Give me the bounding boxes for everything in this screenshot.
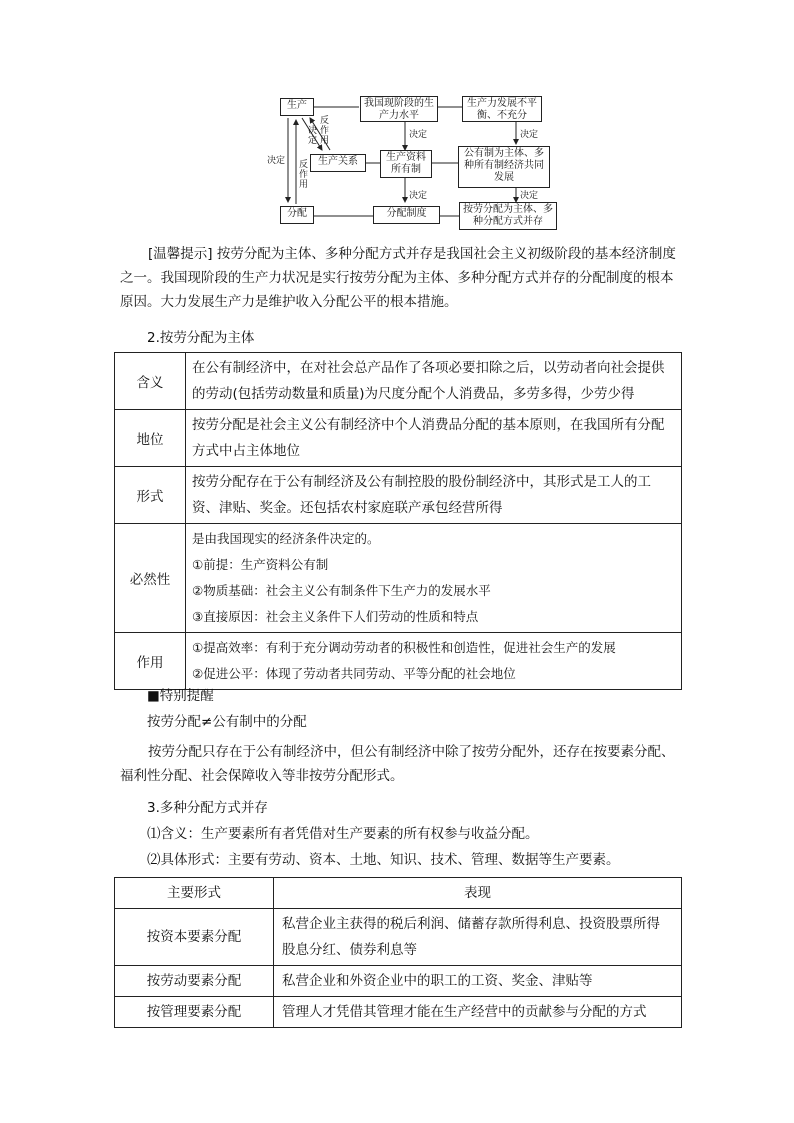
factor-distribution-table bbox=[114, 877, 682, 1028]
tip-text: 按劳分配为主体、多种分配方式并存是我国社会主义初级阶段的基本经济制度之一。我国现阶段的生产力状况是实行按劳分配为主体、多种分配方式并存的分配制度的根本原因。大力发展生产力是维护收入分配公平的根本措施。 bbox=[120, 246, 676, 310]
cell: 管理人才凭借其管理才能在生产经营中的贡献参与分配的方式 bbox=[274, 997, 682, 1028]
row-line: 在公有制经济中，在对社会总产品作了各项必要扣除之后，以劳动者向社会提供的劳动(包括劳动数量和质量)为尺度分配个人消费品，多劳多得，少劳少得 bbox=[192, 360, 665, 402]
special-title: ■特别提醒 bbox=[147, 688, 214, 704]
label-decide-left: 决定 bbox=[267, 156, 286, 166]
row-content bbox=[186, 524, 682, 633]
cell: 私营企业主获得的税后利润、储蓄存款所得利息、投资股票所得股息分红、债券利息等 bbox=[274, 909, 682, 966]
box-production: 生产 bbox=[280, 98, 314, 116]
section-2-heading: 2.按劳分配为主体 bbox=[147, 330, 255, 346]
section-3-heading: 3.多种分配方式并存 bbox=[147, 800, 268, 816]
special-line2: 按劳分配只存在于公有制经济中，但公有制经济中除了按劳分配外，还存在按要素分配、福利性分配、社会保障收入等非按劳分配形式。 bbox=[120, 744, 675, 784]
table-row bbox=[115, 410, 682, 467]
label-decide-mid1: 决定 bbox=[409, 130, 428, 140]
row-head: 必然性 bbox=[115, 524, 186, 633]
row-line: ②促进公平：体现了劳动者共同劳动、平等分配的社会地位 bbox=[192, 666, 516, 681]
row-content bbox=[186, 467, 682, 524]
table-row bbox=[115, 353, 682, 410]
box-ownership: 生产资料所有制 bbox=[380, 150, 432, 178]
table-row bbox=[115, 966, 682, 997]
table-row bbox=[115, 524, 682, 633]
box-distribution: 分配 bbox=[280, 206, 314, 224]
row-line: 按劳分配是社会主义公有制经济中个人消费品分配的基本原则，在我国所有分配方式中占主体地位 bbox=[192, 417, 665, 459]
cell: 按管理要素分配 bbox=[115, 997, 274, 1028]
label-react-diag: 反作用 bbox=[320, 116, 330, 146]
row-line: 按劳分配存在于公有制经济及公有制控股的股份制经济中，其形式是工人的工资、津贴、奖金。还包括农村家庭联产承包经营所得 bbox=[192, 474, 651, 516]
table-row bbox=[115, 633, 682, 690]
row-content bbox=[186, 633, 682, 690]
row-head: 作用 bbox=[115, 633, 186, 690]
row-line: ①前提：生产资料公有制 bbox=[192, 557, 329, 572]
box-stage-level: 我国现阶段的生产力水平 bbox=[360, 96, 438, 122]
tip-label: [温馨提示] bbox=[148, 246, 213, 262]
row-line: ②物质基础：社会主义公有制条件下生产力的发展水平 bbox=[192, 583, 491, 598]
box-relations: 生产关系 bbox=[310, 154, 366, 172]
label-react-left: 反作用 bbox=[299, 160, 309, 190]
row-head: 含义 bbox=[115, 353, 186, 410]
label-decide-mid2: 决定 bbox=[409, 191, 428, 201]
special-line1: 按劳分配≠公有制中的分配 bbox=[147, 714, 307, 730]
row-line: ①提高效率：有利于充分调动劳动者的积极性和创造性，促进社会生产的发展 bbox=[192, 640, 616, 655]
box-labor-dist: 按劳分配为主体、多种分配方式并存 bbox=[459, 202, 557, 230]
table-row bbox=[115, 467, 682, 524]
row-line: 是由我国现实的经济条件决定的。 bbox=[192, 531, 380, 546]
column-header: 表现 bbox=[274, 878, 682, 909]
item-2: ⑵具体形式：主要有劳动、资本、土地、知识、技术、管理、数据等生产要素。 bbox=[147, 852, 620, 868]
concept-diagram bbox=[267, 92, 570, 232]
labor-distribution-table bbox=[114, 352, 682, 690]
cell: 私营企业和外资企业中的职工的工资、奖金、津贴等 bbox=[274, 966, 682, 997]
row-content bbox=[186, 353, 682, 410]
cell: 按资本要素分配 bbox=[115, 909, 274, 966]
row-line: ③直接原因：社会主义条件下人们劳动的性质和特点 bbox=[192, 609, 479, 624]
label-decide-diag: 决定 bbox=[308, 126, 318, 146]
table-row bbox=[115, 909, 682, 966]
item-1: ⑴含义：生产要素所有者凭借对生产要素的所有权参与收益分配。 bbox=[147, 826, 539, 842]
table-row bbox=[115, 997, 682, 1028]
label-decide-right1: 决定 bbox=[520, 130, 539, 140]
box-dist-system: 分配制度 bbox=[373, 206, 440, 224]
table-header-row bbox=[115, 878, 682, 909]
row-content bbox=[186, 410, 682, 467]
label-decide-right2: 决定 bbox=[520, 191, 539, 201]
tip-paragraph bbox=[120, 242, 684, 314]
row-head: 地位 bbox=[115, 410, 186, 467]
row-head: 形式 bbox=[115, 467, 186, 524]
column-header: 主要形式 bbox=[115, 878, 274, 909]
box-unbalanced: 生产力发展不平衡、不充分 bbox=[462, 96, 542, 122]
cell: 按劳动要素分配 bbox=[115, 966, 274, 997]
box-public-owner: 公有制为主体、多种所有制经济共同发展 bbox=[458, 146, 550, 188]
